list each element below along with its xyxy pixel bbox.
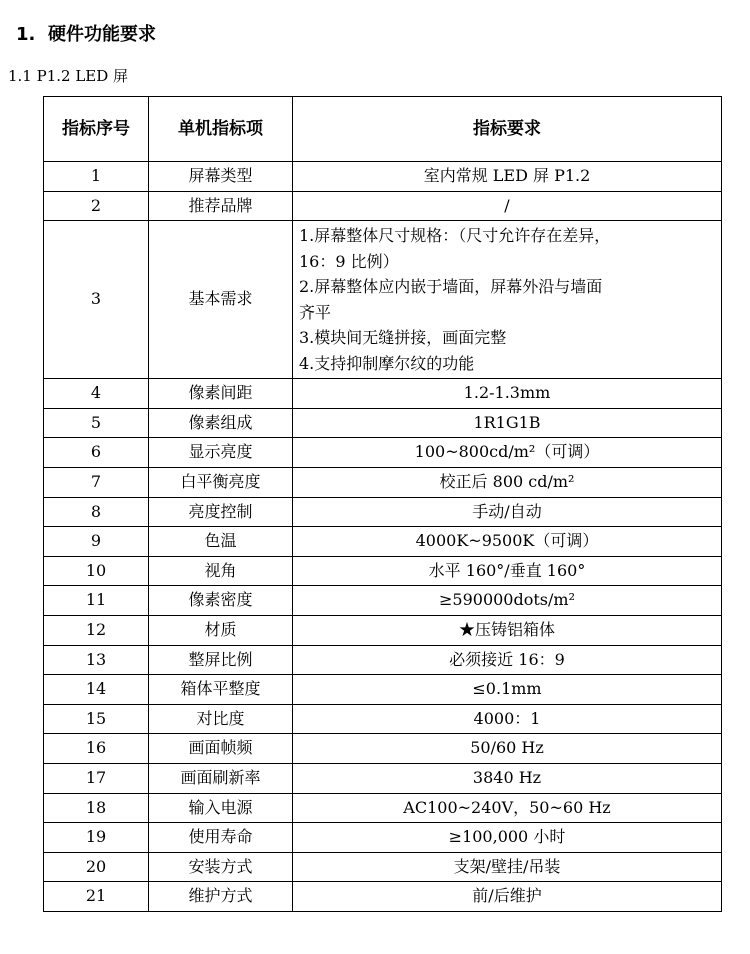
table-row <box>44 191 722 221</box>
row-index: 11 <box>44 586 149 616</box>
table-row <box>44 556 722 586</box>
row-item: 维护方式 <box>149 882 293 912</box>
row-item: 对比度 <box>149 704 293 734</box>
row-item: 屏幕类型 <box>149 162 293 192</box>
row-requirement: AC100~240V，50~60 Hz <box>293 793 722 823</box>
row-item: 像素密度 <box>149 586 293 616</box>
row-index: 10 <box>44 556 149 586</box>
row-requirement: 3840 Hz <box>293 763 722 793</box>
row-requirement: / <box>293 191 722 221</box>
row-requirement: 必须接近 16：9 <box>293 645 722 675</box>
row-index: 18 <box>44 793 149 823</box>
row-item: 显示亮度 <box>149 438 293 468</box>
row-item: 使用寿命 <box>149 823 293 853</box>
requirement-line: 3.模块间无缝拼接，画面完整 <box>299 328 507 348</box>
table-row <box>44 467 722 497</box>
row-requirement: 手动/自动 <box>293 497 722 527</box>
row-requirement: 100~800cd/m²（可调） <box>293 438 722 468</box>
spec-table <box>43 96 722 912</box>
row-requirement: 4000K~9500K（可调） <box>293 527 722 557</box>
table-row <box>44 645 722 675</box>
row-requirement: ≤0.1mm <box>293 675 722 705</box>
table-row <box>44 882 722 912</box>
row-item: 整屏比例 <box>149 645 293 675</box>
table-row <box>44 527 722 557</box>
table-row <box>44 497 722 527</box>
row-index: 20 <box>44 852 149 882</box>
row-item: 箱体平整度 <box>149 675 293 705</box>
row-requirement: 支架/壁挂/吊装 <box>293 852 722 882</box>
row-item: 画面帧频 <box>149 734 293 764</box>
table-row <box>44 408 722 438</box>
row-index: 21 <box>44 882 149 912</box>
row-index: 12 <box>44 615 149 645</box>
row-index: 2 <box>44 191 149 221</box>
requirement-line: 2.屏幕整体应内嵌于墙面，屏幕外沿与墙面 <box>299 277 603 297</box>
table-row <box>44 793 722 823</box>
row-index: 15 <box>44 704 149 734</box>
row-requirement: 水平 160°/垂直 160° <box>293 556 722 586</box>
row-item: 视角 <box>149 556 293 586</box>
section-number: 1. <box>16 24 36 45</box>
section-heading <box>16 20 156 46</box>
row-item: 安装方式 <box>149 852 293 882</box>
row-index: 5 <box>44 408 149 438</box>
row-index: 7 <box>44 467 149 497</box>
subsection-title: 1.1 P1.2 LED 屏 <box>8 67 129 85</box>
row-requirement: ≥590000dots/m² <box>293 586 722 616</box>
requirement-line: 1.屏幕整体尺寸规格：（尺寸允许存在差异， <box>299 226 611 246</box>
requirement-line: 齐平 <box>299 302 332 322</box>
table-row <box>44 379 722 409</box>
row-index: 13 <box>44 645 149 675</box>
row-requirement: ≥100,000 小时 <box>293 823 722 853</box>
row-item: 基本需求 <box>149 221 293 379</box>
row-requirement: 前/后维护 <box>293 882 722 912</box>
section-title: 硬件功能要求 <box>48 24 156 45</box>
row-item: 白平衡亮度 <box>149 467 293 497</box>
row-index: 1 <box>44 162 149 192</box>
row-index: 4 <box>44 379 149 409</box>
requirement-line: 4.支持抑制摩尔纹的功能 <box>299 353 475 373</box>
table-row <box>44 162 722 192</box>
header-index: 指标序号 <box>44 97 149 162</box>
table-row <box>44 586 722 616</box>
row-item: 亮度控制 <box>149 497 293 527</box>
row-requirement: 1.2-1.3mm <box>293 379 722 409</box>
row-index: 6 <box>44 438 149 468</box>
row-requirement <box>293 221 722 379</box>
row-index: 19 <box>44 823 149 853</box>
row-requirement: ★压铸铝箱体 <box>293 615 722 645</box>
row-requirement: 校正后 800 cd/m² <box>293 467 722 497</box>
requirement-line: 16：9 比例） <box>299 251 399 271</box>
row-item: 推荐品牌 <box>149 191 293 221</box>
table-header-row <box>44 97 722 162</box>
row-index: 17 <box>44 763 149 793</box>
row-item: 像素间距 <box>149 379 293 409</box>
header-item: 单机指标项 <box>149 97 293 162</box>
row-item: 色温 <box>149 527 293 557</box>
row-index: 16 <box>44 734 149 764</box>
row-index: 8 <box>44 497 149 527</box>
row-item: 像素组成 <box>149 408 293 438</box>
row-index: 3 <box>44 221 149 379</box>
table-row <box>44 221 722 379</box>
header-requirement: 指标要求 <box>293 97 722 162</box>
table-row <box>44 823 722 853</box>
row-index: 9 <box>44 527 149 557</box>
table-row <box>44 675 722 705</box>
table-row <box>44 704 722 734</box>
row-item: 材质 <box>149 615 293 645</box>
row-requirement: 50/60 Hz <box>293 734 722 764</box>
row-item: 输入电源 <box>149 793 293 823</box>
row-item: 画面刷新率 <box>149 763 293 793</box>
table-row <box>44 438 722 468</box>
row-index: 14 <box>44 675 149 705</box>
row-requirement: 4000：1 <box>293 704 722 734</box>
table-row <box>44 763 722 793</box>
row-requirement: 1R1G1B <box>293 408 722 438</box>
table-row <box>44 615 722 645</box>
table-row <box>44 852 722 882</box>
row-requirement: 室内常规 LED 屏 P1.2 <box>293 162 722 192</box>
table-row <box>44 734 722 764</box>
